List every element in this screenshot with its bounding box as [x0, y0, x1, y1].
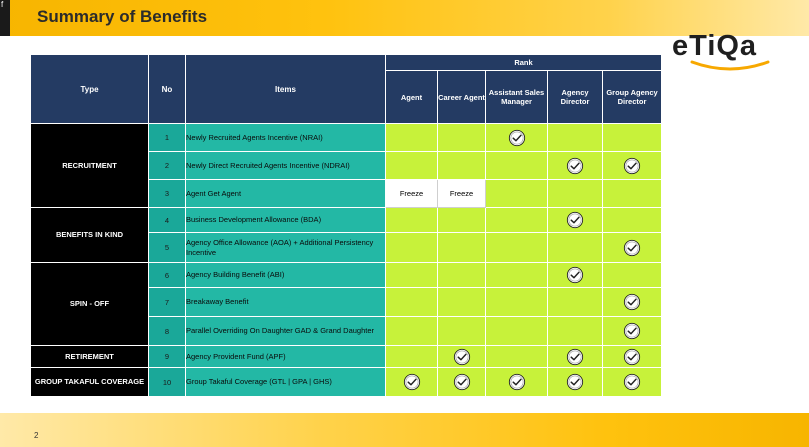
rank-cell-empty	[548, 180, 603, 208]
row-number: 5	[149, 233, 186, 263]
rank-cell-empty	[438, 288, 486, 317]
header-rank-career-agent: Career Agent	[438, 71, 486, 124]
type-cell: BENEFITS IN KIND	[31, 208, 149, 263]
rank-cell-empty	[438, 208, 486, 233]
row-number: 10	[149, 368, 186, 397]
rank-cell-empty	[486, 208, 548, 233]
rank-cell-empty	[603, 124, 662, 152]
etiqa-logo	[672, 30, 782, 74]
item-name: Group Takaful Coverage (GTL | GPA | GHS)	[186, 368, 386, 397]
rank-cell-empty	[386, 317, 438, 346]
rank-cell-empty	[386, 288, 438, 317]
row-number: 3	[149, 180, 186, 208]
rank-cell-empty	[486, 263, 548, 288]
rank-cell	[603, 288, 662, 317]
rank-cell	[386, 368, 438, 397]
row-number: 7	[149, 288, 186, 317]
check-icon	[566, 377, 584, 386]
rank-cell-empty	[438, 124, 486, 152]
check-icon	[566, 270, 584, 279]
item-name: Agency Office Allowance (AOA) + Additional Persistency Incentive	[186, 233, 386, 263]
rank-cell-status: Freeze	[438, 180, 486, 208]
check-icon	[623, 160, 641, 169]
footer-banner	[0, 413, 809, 447]
row-number: 8	[149, 317, 186, 346]
item-name: Agent Get Agent	[186, 180, 386, 208]
rank-cell-empty	[486, 346, 548, 368]
table-row	[31, 124, 662, 152]
logo-swoosh-icon	[690, 60, 770, 74]
check-icon	[508, 377, 526, 386]
header-items: Items	[186, 55, 386, 124]
rank-cell	[548, 152, 603, 180]
rank-cell-empty	[603, 208, 662, 233]
rank-cell	[603, 346, 662, 368]
check-icon	[566, 215, 584, 224]
rank-cell	[603, 152, 662, 180]
slide-title: Summary of Benefits	[37, 7, 208, 26]
table-body	[31, 124, 662, 397]
rank-cell-empty	[548, 288, 603, 317]
rank-cell-empty	[386, 208, 438, 233]
header-rank-assistant-sales-manager: Assistant Sales Manager	[486, 71, 548, 124]
rank-cell-empty	[386, 124, 438, 152]
page-number: 2	[34, 431, 39, 440]
rank-cell-empty	[603, 263, 662, 288]
type-cell: RECRUITMENT	[31, 124, 149, 208]
check-icon	[453, 377, 471, 386]
item-name: Business Development Allowance (BDA)	[186, 208, 386, 233]
item-name: Agency Provident Fund (APF)	[186, 346, 386, 368]
header-rank-group-agency-director: Group Agency Director	[603, 71, 662, 124]
rank-cell-empty	[548, 317, 603, 346]
rank-cell	[486, 124, 548, 152]
check-icon	[403, 377, 421, 386]
type-cell: RETIREMENT	[31, 346, 149, 368]
check-icon	[623, 351, 641, 360]
header-rank-agency-director: Agency Director	[548, 71, 603, 124]
rank-cell-empty	[438, 317, 486, 346]
rank-cell-empty	[548, 233, 603, 263]
item-name: Newly Recruited Agents Incentive (NRAI)	[186, 124, 386, 152]
rank-cell	[548, 208, 603, 233]
header-rank: Rank	[386, 55, 662, 71]
header-no: No	[149, 55, 186, 124]
rank-cell-empty	[438, 233, 486, 263]
rank-cell-empty	[486, 288, 548, 317]
row-number: 4	[149, 208, 186, 233]
rank-cell	[603, 233, 662, 263]
rank-cell	[548, 346, 603, 368]
header-type: Type	[31, 55, 149, 124]
type-cell: SPIN - OFF	[31, 263, 149, 346]
rank-cell	[603, 317, 662, 346]
rank-cell-empty	[386, 152, 438, 180]
check-icon	[508, 132, 526, 141]
table-row	[31, 346, 662, 368]
item-name: Newly Direct Recruited Agents Incentive (NDRAI)	[186, 152, 386, 180]
rank-cell-empty	[548, 124, 603, 152]
check-icon	[566, 160, 584, 169]
corner-mark: f	[1, 0, 4, 9]
rank-cell-empty	[386, 263, 438, 288]
logo-text: eTiQa	[672, 30, 758, 62]
table-row	[31, 368, 662, 397]
item-name: Parallel Overriding On Daughter GAD & Grand Daughter	[186, 317, 386, 346]
rank-cell	[486, 368, 548, 397]
rank-cell	[603, 368, 662, 397]
rank-cell-empty	[603, 180, 662, 208]
rank-cell-empty	[486, 180, 548, 208]
type-cell: GROUP TAKAFUL COVERAGE	[31, 368, 149, 397]
table-row	[31, 208, 662, 233]
row-number: 1	[149, 124, 186, 152]
rank-cell-empty	[486, 152, 548, 180]
rank-cell-empty	[486, 317, 548, 346]
check-icon	[623, 242, 641, 251]
check-icon	[623, 377, 641, 386]
rank-cell	[438, 346, 486, 368]
benefits-table	[30, 54, 662, 397]
check-icon	[623, 326, 641, 335]
rank-cell-empty	[386, 233, 438, 263]
row-number: 6	[149, 263, 186, 288]
item-name: Agency Building Benefit (ABI)	[186, 263, 386, 288]
rank-cell-empty	[438, 263, 486, 288]
row-number: 2	[149, 152, 186, 180]
check-icon	[623, 297, 641, 306]
rank-cell-status: Freeze	[386, 180, 438, 208]
rank-cell-empty	[386, 346, 438, 368]
check-icon	[566, 351, 584, 360]
rank-cell-empty	[486, 233, 548, 263]
rank-cell	[548, 263, 603, 288]
check-icon	[453, 351, 471, 360]
item-name: Breakaway Benefit	[186, 288, 386, 317]
rank-cell-empty	[438, 152, 486, 180]
row-number: 9	[149, 346, 186, 368]
table-row	[31, 263, 662, 288]
rank-cell	[548, 368, 603, 397]
rank-cell	[438, 368, 486, 397]
header-rank-agent: Agent	[386, 71, 438, 124]
